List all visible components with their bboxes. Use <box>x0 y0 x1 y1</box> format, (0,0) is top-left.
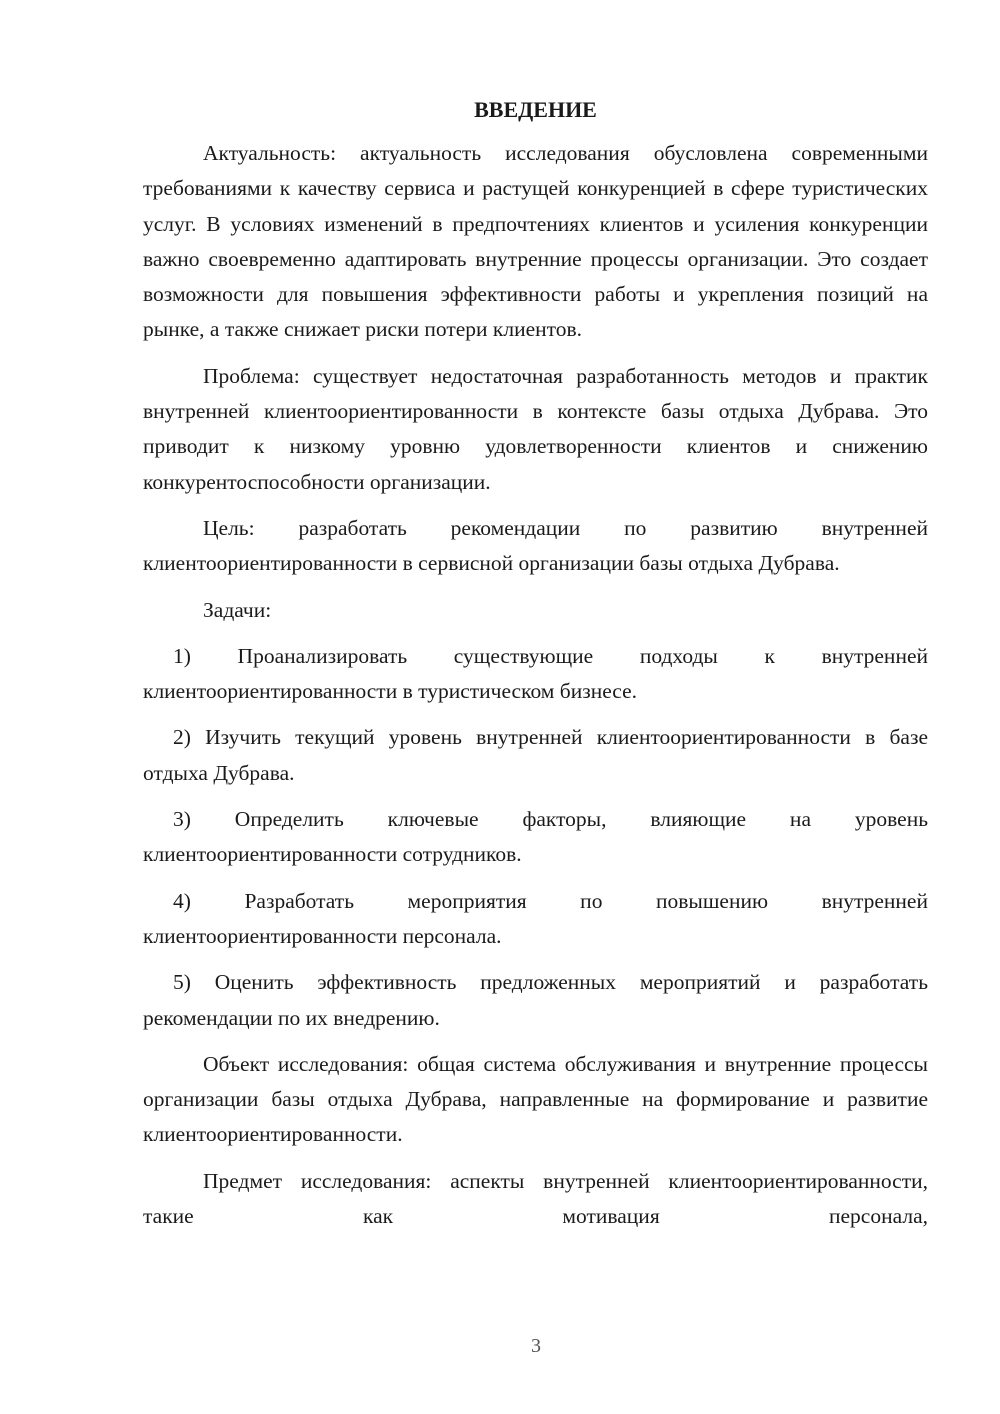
subject-paragraph: Предмет исследования: аспекты внутренней клиентоориентированности, такие как мотивация персонала, <box>143 1168 928 1229</box>
page-title: ВВЕДЕНИЕ <box>474 97 597 122</box>
problem-paragraph: Проблема: существует недостаточная разработанность методов и практик внутренней клиентоориентированности в контексте базы отдыха Дубрава. Это приводит к низкому уровню удовлетворенности клиентов и снижению конкурентоспособности организации. <box>143 363 928 494</box>
page-number: 3 <box>531 1335 541 1357</box>
goal-paragraph: Цель: разработать рекомендации по развитию внутренней клиентоориентированности в сервисной организации базы отдыха Дубрава. <box>143 515 928 576</box>
task-item: 5) Оценить эффективность предложенных мероприятий и разработать рекомендации по их внедрению. <box>143 970 928 1030</box>
object-paragraph: Объект исследования: общая система обслуживания и внутренние процессы организации базы отдыха Дубрава, направленные на формирование и развитие клиентоориентированности. <box>143 1051 928 1147</box>
actuality-paragraph: Актуальность: актуальность исследования обусловлена современными требованиями к качеству сервиса и растущей конкуренцией в сфере туристических услуг. В условиях изменений в предпочтениях клиентов и усиления конкуренции важно своевременно адаптировать внутренние процессы организации. Это создает возможности для повышения эффективности работы и укрепления позиций на рынке, а также снижает риски потери клиентов. <box>143 141 928 342</box>
task-item: 4) Разработать мероприятия по повышению внутренней клиентоориентированности персонала. <box>143 888 928 948</box>
page-content <box>143 92 928 1234</box>
task-item: 2) Изучить текущий уровень внутренней клиентоориентированности в базе отдыха Дубрава. <box>143 725 928 785</box>
task-item: 1) Проанализировать существующие подходы к внутренней клиентоориентированности в туристическом бизнесе. <box>143 643 928 704</box>
task-item: 3) Определить ключевые факторы, влияющие на уровень клиентоориентированности сотрудников. <box>143 807 928 867</box>
tasks-label: Задачи: <box>203 597 272 622</box>
